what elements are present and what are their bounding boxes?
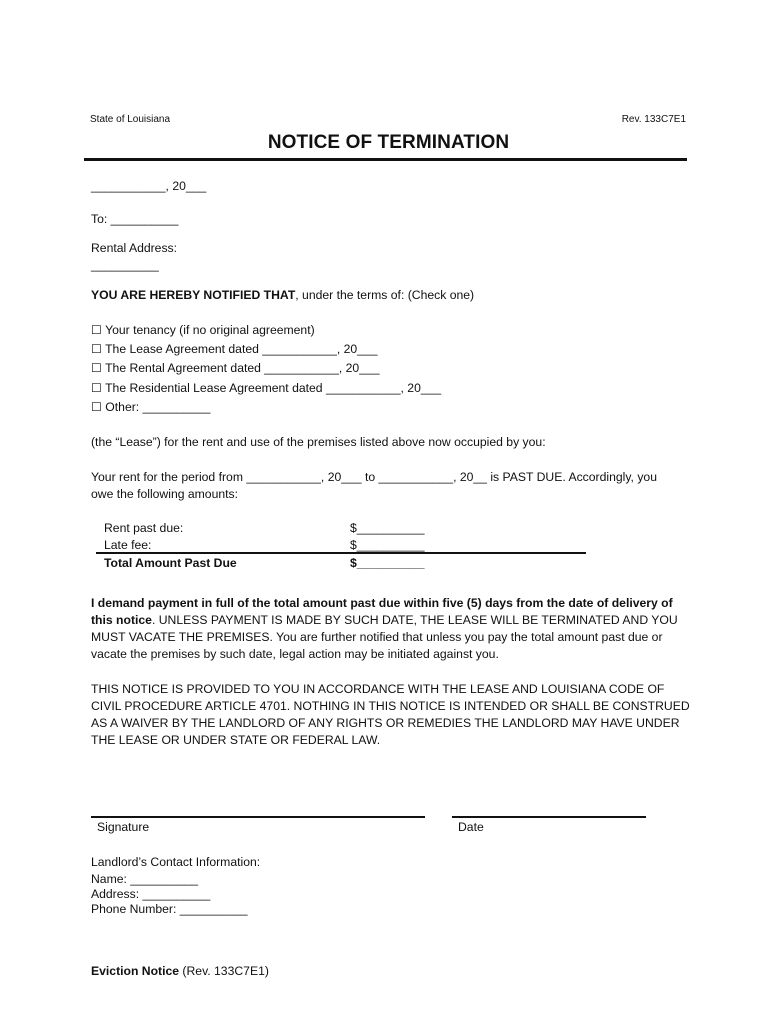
rent-past-due-label: Rent past due: [104, 521, 184, 535]
date-label: Date [458, 820, 484, 834]
date-line: ___________, 20___ [91, 179, 207, 193]
footer [91, 963, 269, 980]
signature-line[interactable] [91, 816, 425, 818]
option-rental-agreement[interactable]: ☐ The Rental Agreement dated ___________, 20___ [91, 361, 380, 375]
option-other[interactable]: ☐ Other: __________ [91, 400, 211, 414]
demand-paragraph [91, 595, 691, 663]
revision-label: Rev. 133C7E1 [621, 114, 686, 125]
state-label: State of Louisiana [90, 114, 171, 125]
rental-address-label: Rental Address: [91, 241, 178, 255]
footer-bold: Eviction Notice [91, 964, 180, 978]
document-title: NOTICE OF TERMINATION [267, 132, 510, 153]
contact-name: Name: __________ [91, 872, 199, 886]
option-tenancy[interactable]: ☐ Your tenancy (if no original agreement) [91, 323, 315, 337]
total-rule [96, 552, 586, 554]
title-rule [84, 158, 687, 161]
late-fee-value: $__________ [350, 538, 425, 552]
to-line: To: __________ [91, 212, 179, 226]
notified-line [91, 287, 474, 304]
option-lease-agreement[interactable]: ☐ The Lease Agreement dated ___________, 20___ [91, 342, 378, 356]
footer-rest: (Rev. 133C7E1) [179, 964, 269, 978]
rent-past-due-value: $__________ [350, 521, 425, 535]
total-label: Total Amount Past Due [104, 556, 237, 570]
option-residential-lease[interactable]: ☐ The Residential Lease Agreement dated ___________, 20___ [91, 381, 442, 395]
notified-bold: YOU ARE HEREBY NOTIFIED THAT [91, 288, 296, 302]
signature-label: Signature [97, 820, 150, 834]
notified-rest: , under the terms of: (Check one) [295, 288, 475, 302]
contact-address: Address: __________ [91, 887, 211, 901]
contact-phone: Phone Number: __________ [91, 902, 248, 916]
date-signature-line[interactable] [452, 816, 646, 818]
rent-period-line1: Your rent for the period from ___________, 20___ to ___________, 20__ is PAST DUE. Accordingly, you [91, 470, 657, 484]
contact-heading: Landlord’s Contact Information: [91, 855, 261, 869]
rent-period-line2: owe the following amounts: [91, 487, 239, 501]
demand-bold: I demand payment in full of the total amount past due within five (5) days from the date of delivery of this notice [91, 596, 673, 627]
rental-address-blank: __________ [91, 258, 159, 272]
late-fee-label: Late fee: [104, 538, 152, 552]
legal-paragraph: THIS NOTICE IS PROVIDED TO YOU IN ACCORDANCE WITH THE LEASE AND LOUISIANA CODE OF CIVIL PROCEDURE ARTICLE 4701. NOTHING IN THIS NOTICE IS INTENDED OR SHALL BE CONSTRUED AS A WAIVER BY THE LANDLORD OF ANY RIGHTS OR REMEDIES THE LANDLORD MAY HAVE UNDER THE LEASE OR UNDER STATE OR FEDERAL LAW. [91, 682, 690, 747]
lease-line: (the “Lease”) for the rent and use of the premises listed above now occupied by you: [91, 435, 546, 449]
total-value: $__________ [350, 556, 425, 570]
demand-rest: . UNLESS PAYMENT IS MADE BY SUCH DATE, THE LEASE WILL BE TERMINATED AND YOU MUST VACATE THE PREMISES. You are further notified that unless you pay the total amount past due or vacate the premises by such date, legal action may be initiated against you. [91, 613, 678, 661]
